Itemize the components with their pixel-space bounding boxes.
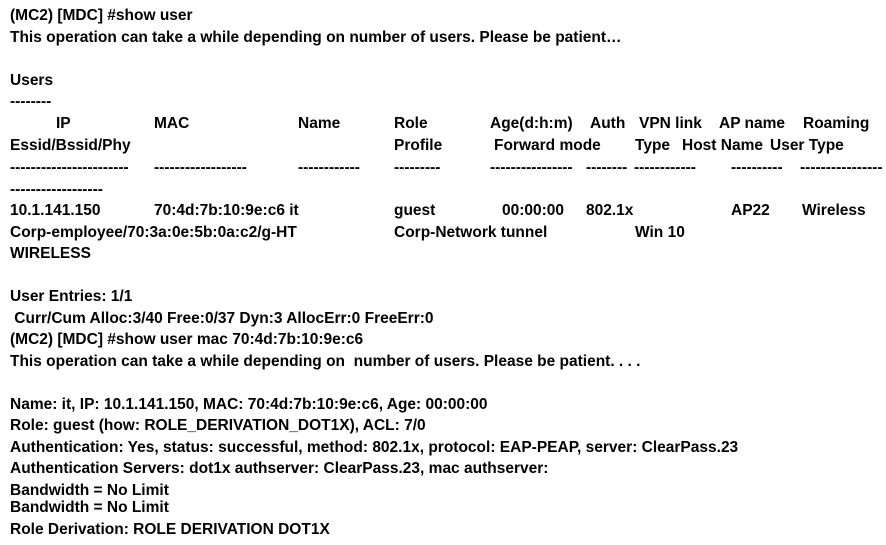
header-role: Role (394, 115, 428, 132)
detail-role-derivation-line: Role Derivation: ROLE DERIVATION DOT1X (10, 521, 330, 538)
header-age: Age(d:h:m) (490, 115, 573, 132)
dash-ap: ---------- (731, 159, 783, 176)
user-user-type: WIRELESS (10, 245, 91, 262)
user-ap-name: AP22 (731, 202, 770, 219)
user-mac-name: 70:4d:7b:10:9e:c6 it (154, 202, 299, 219)
user-role: guest (394, 202, 436, 219)
detail-role-line: Role: guest (how: ROLE_DERIVATION_DOT1X), ACL: 7/0 (10, 417, 426, 434)
user-age: 00:00:00 (502, 202, 565, 219)
header-roaming: Roaming (803, 115, 870, 132)
header-name: Name (298, 115, 341, 132)
dash-ip: ----------------------- (10, 159, 129, 176)
dash-essid: ------------------ (10, 181, 103, 198)
header-profile: Profile (394, 137, 443, 154)
header-ip: IP (56, 115, 71, 132)
dash-auth: -------- (586, 159, 628, 176)
dash-vpn: ------------ (634, 159, 696, 176)
header-host-name: Host Name (682, 137, 763, 154)
warning-message: This operation can take a while depending on number of users. Please be patient… (10, 29, 622, 46)
dash-mac: ------------------ (154, 159, 247, 176)
detail-bandwidth-line-2: Bandwidth = No Limit (10, 499, 169, 516)
detail-auth-servers-line: Authentication Servers: dot1x authserver: ClearPass.23, mac authserver: (10, 460, 549, 477)
command-show-user-mac: (MC2) [MDC] #show user mac 70:4d:7b:10:9e:c6 (10, 331, 364, 348)
command-show-user: (MC2) [MDC] #show user (10, 7, 193, 24)
user-ip: 10.1.141.150 (10, 202, 101, 219)
header-vpn-link: VPN link (639, 115, 702, 132)
user-auth: 802.1x (586, 202, 634, 219)
alloc-stats: Curr/Cum Alloc:3/40 Free:0/37 Dyn:3 AllocErr:0 FreeErr:0 (10, 310, 434, 327)
section-title: Users (10, 72, 54, 89)
dash-name: ------------ (298, 159, 360, 176)
detail-auth-line: Authentication: Yes, status: successful, method: 802.1x, protocol: EAP-PEAP, server: ClearPass.23 (10, 439, 739, 456)
header-ap-name: AP name (719, 115, 786, 132)
header-essid: Essid/Bssid/Phy (10, 137, 131, 154)
user-entries: User Entries: 1/1 (10, 288, 133, 305)
header-user-type: User Type (770, 137, 844, 154)
header-forward-mode: Forward mode (494, 137, 601, 154)
dash-role: --------- (394, 159, 441, 176)
header-mac: MAC (154, 115, 190, 132)
header-auth: Auth (590, 115, 626, 132)
section-rule: -------- (10, 93, 52, 110)
dash-roam: ---------------- (800, 159, 883, 176)
dash-age: ---------------- (490, 159, 573, 176)
header-type: Type (635, 137, 671, 154)
detail-bandwidth-line: Bandwidth = No Limit (10, 482, 169, 499)
user-roaming: Wireless (802, 202, 866, 219)
detail-name-line: Name: it, IP: 10.1.141.150, MAC: 70:4d:7b:10:9e:c6, Age: 00:00:00 (10, 396, 488, 413)
user-type: Win 10 (635, 224, 685, 241)
warning-message-2: This operation can take a while depending on number of users. Please be patient. . . . (10, 353, 641, 370)
user-essid: Corp-employee/70:3a:0e:5b:0a:c2/g-HT (10, 224, 297, 241)
user-profile-mode: Corp-Network tunnel (394, 224, 548, 241)
